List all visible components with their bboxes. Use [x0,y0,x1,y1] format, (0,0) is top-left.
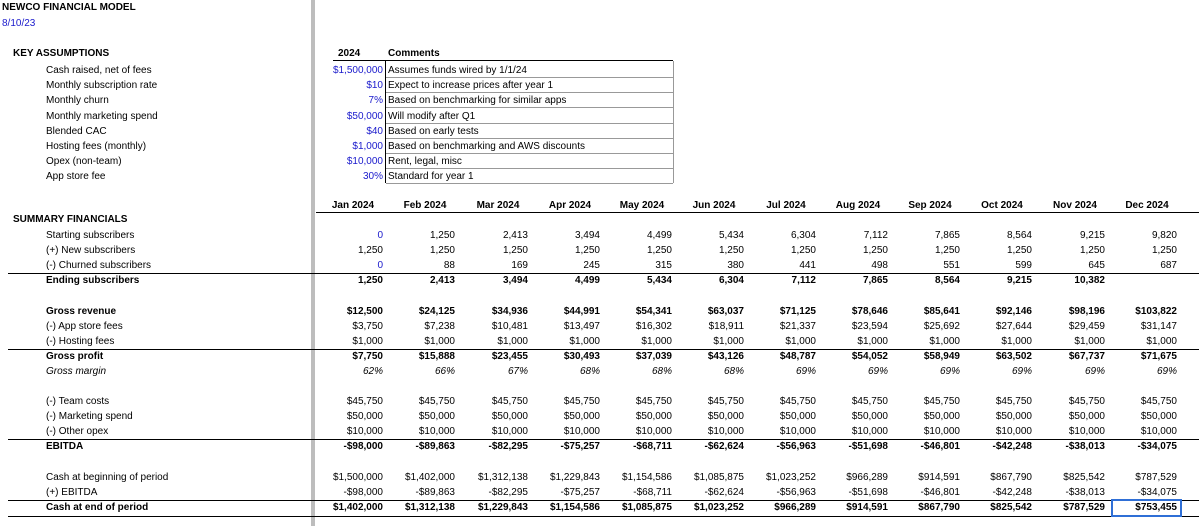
data-cell[interactable]: -$34,075 [1137,441,1177,452]
data-cell[interactable]: 8,564 [1006,230,1032,241]
data-cell[interactable]: 69% [1156,366,1177,377]
data-cell[interactable]: 1,250 [357,245,383,256]
assumption-label[interactable]: Hosting fees (monthly) [46,141,147,152]
data-cell[interactable]: -$89,863 [415,441,455,452]
comments-column-border [673,61,674,183]
data-cell[interactable]: $54,341 [635,306,672,317]
data-cell[interactable]: $10,000 [418,426,455,437]
total-row-border [8,500,1199,501]
data-cell[interactable]: $71,675 [1140,351,1177,362]
selected-cell-outline[interactable] [1111,499,1182,517]
data-cell[interactable]: $1,154,586 [549,502,600,513]
data-cell[interactable]: $18,911 [708,321,744,332]
data-cell[interactable]: $21,337 [779,321,816,332]
data-cell[interactable]: 1,250 [1006,245,1032,256]
data-cell[interactable]: $13,497 [563,321,600,332]
data-cell[interactable]: $50,000 [563,411,600,422]
data-cell[interactable]: 687 [1160,260,1177,271]
data-cell[interactable]: 9,215 [1006,275,1032,286]
assumption-label[interactable]: Cash raised, net of fees [46,65,152,76]
data-cell[interactable]: $1,500,000 [332,472,383,483]
data-cell[interactable]: 6,304 [718,275,744,286]
data-cell[interactable]: 441 [799,260,816,271]
data-cell[interactable]: 9,820 [1151,230,1177,241]
month-header[interactable]: Apr 2024 [548,200,592,211]
data-cell[interactable]: $45,750 [707,396,744,407]
data-cell[interactable]: -$34,075 [1137,487,1177,498]
data-cell[interactable]: 3,494 [574,230,600,241]
data-cell[interactable]: $25,692 [923,321,960,332]
row-label[interactable]: (-) Team costs [46,396,110,407]
data-cell[interactable]: 1,250 [1151,245,1177,256]
data-cell[interactable]: $12,500 [346,306,383,317]
data-cell[interactable]: $10,000 [779,426,816,437]
data-cell[interactable]: -$82,295 [488,441,528,452]
data-cell[interactable]: 245 [583,260,600,271]
data-cell[interactable]: $45,750 [563,396,600,407]
assumption-comment[interactable]: Will modify after Q1 [388,110,476,122]
data-cell[interactable]: $45,750 [851,396,888,407]
data-cell[interactable]: $92,146 [995,306,1032,317]
assumption-comment[interactable]: Based on early tests [388,125,479,137]
data-cell[interactable]: -$56,963 [776,441,816,452]
data-cell[interactable]: -$51,698 [848,487,888,498]
data-cell[interactable]: $103,822 [1135,306,1177,317]
data-cell[interactable]: -$75,257 [560,441,600,452]
data-cell[interactable]: $37,039 [635,351,672,362]
data-cell[interactable]: -$38,013 [1065,441,1105,452]
month-header[interactable]: Dec 2024 [1125,200,1169,211]
final-row-underline [8,516,1199,517]
data-cell[interactable]: $63,502 [995,351,1032,362]
data-cell[interactable]: $45,750 [923,396,960,407]
data-cell[interactable]: $1,000 [1001,336,1032,347]
data-cell[interactable]: 1,250 [502,245,528,256]
row-label[interactable]: (+) New subscribers [46,245,136,256]
data-cell[interactable]: $34,936 [491,306,528,317]
data-cell[interactable]: $966,289 [846,472,888,483]
data-cell[interactable]: $15,888 [418,351,455,362]
assumption-label[interactable]: Monthly subscription rate [46,80,158,92]
data-cell[interactable]: 69% [939,366,960,377]
data-cell[interactable]: $45,750 [418,396,455,407]
month-header[interactable]: Feb 2024 [403,200,447,211]
data-cell[interactable]: $67,737 [1068,351,1105,362]
data-cell[interactable]: 1,250 [790,245,816,256]
data-cell[interactable]: 8,564 [934,275,960,286]
data-cell[interactable]: 67% [507,366,528,377]
assumption-value[interactable]: $50,000 [346,110,383,122]
data-cell[interactable]: 68% [579,366,600,377]
data-cell[interactable]: $10,000 [1140,426,1177,437]
row-label[interactable]: Gross profit [46,351,104,362]
data-cell[interactable]: 4,499 [646,230,672,241]
month-header[interactable]: Sep 2024 [908,200,952,211]
data-cell[interactable]: $10,000 [1068,426,1105,437]
data-cell[interactable]: -$51,698 [848,441,888,452]
data-cell[interactable]: $1,402,000 [404,472,455,483]
assumption-value[interactable]: $10 [366,80,383,92]
data-cell[interactable]: $50,000 [635,411,672,422]
month-header[interactable]: May 2024 [619,200,665,211]
data-cell[interactable]: $10,000 [995,426,1032,437]
data-cell[interactable]: $1,312,138 [477,472,528,483]
data-cell[interactable]: -$98,000 [343,487,383,498]
data-cell[interactable]: $45,750 [346,396,383,407]
data-cell[interactable]: -$82,295 [488,487,528,498]
data-cell[interactable]: $10,481 [491,321,528,332]
data-cell[interactable]: $23,594 [851,321,888,332]
data-cell[interactable]: $50,000 [418,411,455,422]
data-cell[interactable]: $1,000 [424,336,455,347]
month-header[interactable]: Mar 2024 [476,200,520,211]
data-cell[interactable]: 1,250 [646,245,672,256]
total-row-border [8,273,1199,274]
data-cell[interactable]: $50,000 [779,411,816,422]
row-label[interactable]: (-) Churned subscribers [46,260,152,271]
row-label[interactable]: (-) Other opex [46,426,109,437]
summary-financials-header: SUMMARY FINANCIALS [13,214,128,225]
data-cell[interactable]: 1,250 [357,275,383,286]
row-label[interactable]: (-) Marketing spend [46,411,133,422]
data-cell[interactable]: $23,455 [491,351,528,362]
data-cell[interactable]: $1,000 [569,336,600,347]
data-cell[interactable]: $1,000 [352,336,383,347]
data-cell[interactable]: -$56,963 [776,487,816,498]
data-cell[interactable]: 1,250 [718,245,744,256]
total-row-border [8,439,1199,440]
data-cell[interactable]: -$42,248 [992,487,1032,498]
data-cell[interactable]: $1,229,843 [477,502,528,513]
row-label[interactable]: Starting subscribers [46,230,135,241]
data-cell[interactable]: $54,052 [851,351,888,362]
data-cell[interactable]: -$38,013 [1065,487,1105,498]
data-cell[interactable]: $50,000 [1140,411,1177,422]
data-cell[interactable]: $50,000 [995,411,1032,422]
month-header[interactable]: Aug 2024 [835,200,881,211]
data-cell[interactable]: 2,413 [502,230,528,241]
assumptions-column-border [385,61,386,183]
data-cell[interactable]: 1,250 [862,245,888,256]
data-cell[interactable]: 68% [651,366,672,377]
row-label[interactable]: Cash at beginning of period [46,472,169,483]
total-row-border [8,349,1199,350]
month-header[interactable]: Jul 2024 [766,200,806,211]
assumption-label[interactable]: App store fee [46,171,106,183]
data-cell[interactable]: $58,949 [923,351,960,362]
data-cell[interactable]: $71,125 [779,306,816,317]
data-cell[interactable]: $29,459 [1068,321,1105,332]
assumption-comment[interactable]: Standard for year 1 [388,171,474,183]
data-cell[interactable]: 6,304 [790,230,816,241]
row-label[interactable]: EBITDA [46,441,84,452]
data-cell[interactable]: $30,493 [563,351,600,362]
data-cell[interactable]: $45,750 [635,396,672,407]
data-cell[interactable]: $45,750 [1140,396,1177,407]
data-cell[interactable]: $45,750 [1068,396,1105,407]
data-cell[interactable]: $10,000 [707,426,744,437]
assumption-value[interactable]: 30% [362,171,383,183]
data-cell[interactable]: 10,382 [1074,275,1105,286]
data-cell[interactable]: $1,000 [857,336,888,347]
assumption-label[interactable]: Opex (non-team) [46,156,122,168]
row-label[interactable]: (-) App store fees [46,321,123,332]
data-cell[interactable]: $1,023,252 [693,502,744,513]
data-cell[interactable]: $78,646 [851,306,888,317]
assumption-value[interactable]: 7% [368,95,383,107]
data-cell[interactable]: 0 [377,260,383,271]
data-cell[interactable]: $10,000 [491,426,528,437]
data-cell[interactable]: $45,750 [491,396,528,407]
data-cell[interactable]: $966,289 [774,502,816,513]
data-cell[interactable]: $1,085,875 [693,472,744,483]
data-cell[interactable]: 1,250 [1079,245,1105,256]
data-cell[interactable]: $1,229,843 [549,472,600,483]
data-cell[interactable]: $50,000 [491,411,528,422]
assumption-value[interactable]: $10,000 [346,156,383,168]
data-cell[interactable]: 645 [1088,260,1105,271]
assumption-comment[interactable]: Based on benchmarking for similar apps [388,95,567,107]
month-header[interactable]: Jun 2024 [692,200,736,211]
data-cell[interactable]: 69% [795,366,816,377]
assumption-value[interactable]: $1,000 [352,141,383,152]
assumption-comment[interactable]: Expect to increase prices after year 1 [388,80,554,92]
data-cell[interactable]: $48,787 [779,351,816,362]
sheet-title: NEWCO FINANCIAL MODEL [2,2,136,13]
data-cell[interactable]: 0 [377,230,383,241]
data-cell[interactable]: $787,529 [1135,472,1177,483]
data-cell[interactable]: $16,302 [635,321,672,332]
data-cell[interactable]: 9,215 [1079,230,1105,241]
data-cell[interactable]: $787,529 [1063,502,1105,513]
data-cell[interactable]: $3,750 [352,321,383,332]
data-cell[interactable]: 88 [443,260,455,271]
data-cell[interactable]: $27,644 [995,321,1032,332]
assumption-label[interactable]: Monthly churn [46,95,109,107]
row-label[interactable]: (+) EBITDA [46,487,98,498]
data-cell[interactable]: $1,000 [1074,336,1105,347]
assumption-value[interactable]: $40 [366,125,383,137]
data-cell[interactable]: 69% [867,366,888,377]
data-cell[interactable]: 380 [727,260,744,271]
data-cell[interactable]: $1,000 [641,336,672,347]
data-cell[interactable]: 69% [1011,366,1032,377]
data-cell[interactable]: 5,434 [646,275,672,286]
data-cell[interactable]: $7,750 [352,351,383,362]
assumption-comment[interactable]: Rent, legal, misc [388,156,462,168]
data-cell[interactable]: 599 [1015,260,1032,271]
data-cell[interactable]: $10,000 [563,426,600,437]
data-cell[interactable]: -$46,801 [920,487,960,498]
month-header[interactable]: Nov 2024 [1053,200,1097,211]
data-cell[interactable]: $44,991 [563,306,600,317]
assumption-comment[interactable]: Based on benchmarking and AWS discounts [388,141,585,152]
month-header[interactable]: Jan 2024 [331,200,375,211]
data-cell[interactable]: $1,312,138 [404,502,455,513]
data-cell[interactable]: $31,147 [1140,321,1177,332]
data-cell[interactable]: $1,000 [929,336,960,347]
data-cell[interactable]: $914,591 [918,472,960,483]
model-date: 8/10/23 [2,18,36,29]
row-label[interactable]: Ending subscribers [46,275,140,286]
data-cell[interactable]: -$42,248 [992,441,1032,452]
data-cell[interactable]: 3,494 [502,275,528,286]
data-cell[interactable]: 7,112 [791,275,816,286]
data-cell[interactable]: $1,085,875 [621,502,672,513]
data-cell[interactable]: $914,591 [846,502,888,513]
assumptions-header-underline [333,60,673,61]
data-cell[interactable]: 2,413 [429,275,455,286]
data-cell[interactable]: $867,790 [918,502,960,513]
data-cell[interactable]: $1,402,000 [332,502,383,513]
assumptions-year-header: 2024 [338,48,361,59]
assumptions-comments-header: Comments [388,48,440,59]
data-cell[interactable]: $50,000 [346,411,383,422]
data-cell[interactable]: $1,000 [497,336,528,347]
data-cell[interactable]: $1,000 [1146,336,1177,347]
data-cell[interactable]: -$89,863 [415,487,455,498]
data-cell[interactable]: 1,250 [574,245,600,256]
data-cell[interactable]: 7,865 [934,230,960,241]
data-cell[interactable]: 5,434 [718,230,744,241]
data-cell[interactable]: 1,250 [429,230,455,241]
data-cell[interactable]: -$62,624 [704,441,744,452]
data-cell[interactable]: $50,000 [923,411,960,422]
data-cell[interactable]: $10,000 [923,426,960,437]
row-label[interactable]: Gross margin [46,366,107,377]
data-cell[interactable]: -$75,257 [560,487,600,498]
data-cell[interactable]: $867,790 [990,472,1032,483]
assumption-label[interactable]: Blended CAC [46,125,107,137]
month-header[interactable]: Oct 2024 [981,200,1023,211]
data-cell[interactable]: 69% [1084,366,1105,377]
data-cell[interactable]: $1,154,586 [621,472,672,483]
data-cell[interactable]: -$68,711 [633,441,672,452]
month-header-underline [316,212,1199,213]
data-cell[interactable]: $63,037 [707,306,744,317]
data-cell[interactable]: $50,000 [851,411,888,422]
data-cell[interactable]: 68% [723,366,744,377]
data-cell[interactable]: $10,000 [346,426,383,437]
data-cell[interactable]: -$46,801 [920,441,960,452]
data-cell[interactable]: $1,000 [785,336,816,347]
data-cell[interactable]: 1,250 [429,245,455,256]
data-cell[interactable]: 551 [943,260,960,271]
assumption-value[interactable]: $1,500,000 [332,65,383,76]
assumption-comment[interactable]: Assumes funds wired by 1/1/24 [388,65,527,76]
data-cell[interactable]: $753,455 [1135,502,1177,513]
data-cell[interactable]: $1,023,252 [765,472,816,483]
key-assumptions-header: KEY ASSUMPTIONS [13,48,110,59]
data-cell[interactable]: 7,112 [863,230,888,241]
row-label[interactable]: Cash at end of period [46,502,149,513]
row-label[interactable]: Gross revenue [46,306,117,317]
data-cell[interactable]: $43,126 [707,351,744,362]
data-cell[interactable]: $10,000 [635,426,672,437]
row-label[interactable]: (-) Hosting fees [46,336,115,347]
data-cell[interactable]: $1,000 [713,336,744,347]
data-cell[interactable]: 498 [871,260,888,271]
data-cell[interactable]: 169 [511,260,528,271]
data-cell[interactable]: 1,250 [934,245,960,256]
data-cell[interactable]: -$98,000 [343,441,383,452]
data-cell[interactable]: 315 [655,260,672,271]
data-cell[interactable]: 7,865 [862,275,888,286]
data-cell[interactable]: 62% [362,366,383,377]
data-cell[interactable]: 66% [434,366,455,377]
data-cell[interactable]: -$68,711 [633,487,672,498]
comment-underline [386,183,673,184]
assumption-label[interactable]: Monthly marketing spend [46,110,158,122]
data-cell[interactable]: $10,000 [851,426,888,437]
data-cell[interactable]: $45,750 [779,396,816,407]
data-cell[interactable]: $825,542 [1063,472,1105,483]
data-cell[interactable]: $825,542 [990,502,1032,513]
data-cell[interactable]: $7,238 [424,321,455,332]
data-cell[interactable]: $50,000 [1068,411,1105,422]
data-cell[interactable]: $50,000 [707,411,744,422]
data-cell[interactable]: $45,750 [995,396,1032,407]
data-cell[interactable]: -$62,624 [704,487,744,498]
data-cell[interactable]: 4,499 [574,275,600,286]
data-cell[interactable]: $85,641 [923,306,960,317]
data-cell[interactable]: $98,196 [1068,306,1105,317]
data-cell[interactable]: $24,125 [418,306,455,317]
